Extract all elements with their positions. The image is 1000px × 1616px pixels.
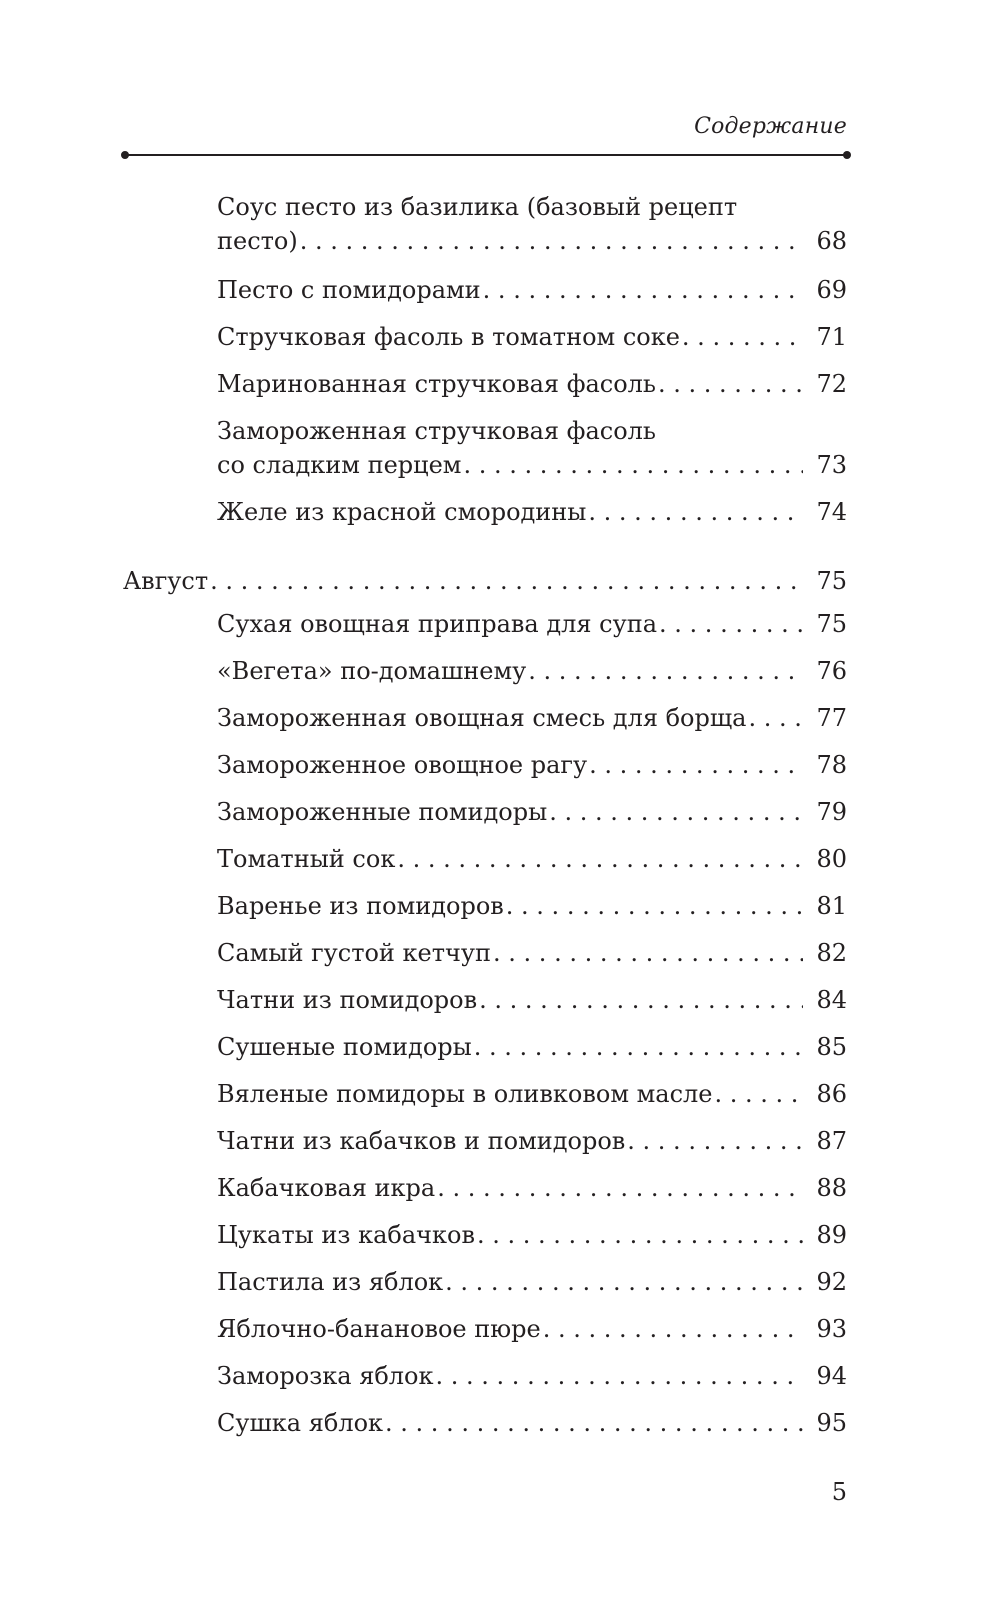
toc-page-number: 95 — [816, 1409, 847, 1437]
toc-page-number: 80 — [816, 845, 847, 873]
toc-page-number: 76 — [816, 657, 847, 685]
toc-entry[interactable] — [217, 1171, 847, 1205]
toc-entry[interactable] — [217, 414, 847, 482]
toc-entry-title: Песто с помидорами — [217, 276, 481, 304]
dot-leader — [589, 748, 803, 782]
toc-entry[interactable] — [217, 1218, 847, 1252]
toc-page-number: 94 — [816, 1362, 847, 1390]
dot-leader — [463, 448, 803, 482]
toc-entry-title-line1: Замороженная стручковая фасоль — [217, 417, 656, 445]
toc-entry-title: Цукаты из кабачков — [217, 1221, 475, 1249]
toc-entry[interactable] — [217, 1030, 847, 1064]
toc-entry[interactable] — [217, 190, 847, 258]
toc-entry-title: песто) — [217, 227, 298, 255]
toc-entry[interactable] — [217, 495, 847, 529]
toc-page-number: 86 — [816, 1080, 847, 1108]
dot-leader — [437, 1171, 803, 1205]
toc-entry-title: Сушеные помидоры — [217, 1033, 472, 1061]
toc-entry[interactable] — [217, 1124, 847, 1158]
toc-page-number: 75 — [816, 567, 847, 595]
toc-entry[interactable] — [217, 1265, 847, 1299]
dot-leader — [549, 795, 803, 829]
rule-end-dot-right — [843, 151, 851, 159]
toc-page-number: 77 — [816, 704, 847, 732]
dot-leader — [474, 1030, 803, 1064]
dot-leader — [483, 273, 803, 307]
dot-leader — [397, 842, 803, 876]
dot-leader — [445, 1265, 803, 1299]
toc-page-number: 92 — [816, 1268, 847, 1296]
toc-entry[interactable] — [217, 1077, 847, 1111]
dot-leader — [659, 607, 803, 641]
dot-leader — [210, 564, 803, 598]
toc-entry-title: Вяленые помидоры в оливковом масле — [217, 1080, 713, 1108]
toc-entry-title: Замороженная овощная смесь для борща — [217, 704, 747, 732]
toc-page-number: 71 — [816, 323, 847, 351]
rule-end-dot-left — [121, 151, 129, 159]
toc-entry[interactable] — [217, 842, 847, 876]
dot-leader — [543, 1312, 803, 1346]
toc-entry[interactable] — [217, 795, 847, 829]
toc-entry-title: Кабачковая икра — [217, 1174, 436, 1202]
toc-page-number: 85 — [816, 1033, 847, 1061]
toc-entry-title-line1: Соус песто из базилика (базовый рецепт — [217, 193, 738, 221]
dot-leader — [627, 1124, 803, 1158]
dot-leader — [493, 936, 803, 970]
toc-entry-title: «Вегета» по-домашнему — [217, 657, 527, 685]
toc-page-number: 72 — [816, 370, 847, 398]
toc-entry-title: Чатни из кабачков и помидоров — [217, 1127, 626, 1155]
toc-entry[interactable] — [217, 936, 847, 970]
toc-entry[interactable] — [217, 273, 847, 307]
toc-entry-title: Замороженное овощное рагу — [217, 751, 588, 779]
toc-entry[interactable] — [217, 367, 847, 401]
toc-entry-title: Стручковая фасоль в томатном соке — [217, 323, 680, 351]
toc-entry[interactable] — [217, 1312, 847, 1346]
toc-page-number: 79 — [816, 798, 847, 826]
toc-entry[interactable] — [217, 607, 847, 641]
toc-page-number: 75 — [816, 610, 847, 638]
toc-entry-title: Варенье из помидоров — [217, 892, 504, 920]
toc-page-number: 68 — [816, 227, 847, 255]
toc-entry-title: Томатный сок — [217, 845, 396, 873]
toc-page-number: 87 — [816, 1127, 847, 1155]
dot-leader — [479, 983, 803, 1017]
dot-leader — [748, 701, 803, 735]
dot-leader — [715, 1077, 803, 1111]
page-number-folio: 5 — [831, 1478, 847, 1506]
toc-entry[interactable] — [217, 701, 847, 735]
toc-entry-title: Самый густой кетчуп — [217, 939, 492, 967]
toc-entry-title: Замороженные помидоры — [217, 798, 548, 826]
toc-entry[interactable] — [217, 654, 847, 688]
toc-page-number: 74 — [816, 498, 847, 526]
dot-leader — [300, 224, 803, 258]
toc-page-number: 82 — [816, 939, 847, 967]
dot-leader — [682, 320, 803, 354]
toc-entry[interactable] — [217, 748, 847, 782]
toc-entry[interactable] — [217, 320, 847, 354]
toc-section-title: Август — [123, 567, 209, 595]
toc-section[interactable] — [123, 564, 847, 598]
header-rule — [125, 154, 847, 156]
dot-leader — [436, 1359, 803, 1393]
toc-entry[interactable] — [217, 983, 847, 1017]
toc-entry-title: Яблочно-банановое пюре — [217, 1315, 541, 1343]
toc-entry[interactable] — [217, 889, 847, 923]
dot-leader — [477, 1218, 803, 1252]
toc-page-number: 73 — [816, 451, 847, 479]
dot-leader — [588, 495, 803, 529]
running-header: Содержание — [694, 114, 847, 139]
toc-entry-title: Желе из красной смородины — [217, 498, 587, 526]
toc-page-number: 89 — [816, 1221, 847, 1249]
dot-leader — [528, 654, 803, 688]
toc-entry[interactable] — [217, 1406, 847, 1440]
dot-leader — [506, 889, 803, 923]
toc-page-number: 88 — [816, 1174, 847, 1202]
toc-entry-title: Сухая овощная приправа для супа — [217, 610, 658, 638]
toc-page-number: 84 — [816, 986, 847, 1014]
toc-page-number: 93 — [816, 1315, 847, 1343]
toc-entry-title: Сушка яблок — [217, 1409, 384, 1437]
toc-entry-title: Заморозка яблок — [217, 1362, 434, 1390]
toc-page-number: 69 — [816, 276, 847, 304]
toc-entry[interactable] — [217, 1359, 847, 1393]
toc-entry-title: Маринованная стручковая фасоль — [217, 370, 656, 398]
toc-page-number: 78 — [816, 751, 847, 779]
toc-entry-title: Пастила из яблок — [217, 1268, 444, 1296]
toc-entry-title: Чатни из помидоров — [217, 986, 478, 1014]
toc-entry-title: со сладким перцем — [217, 451, 462, 479]
toc-page-number: 81 — [816, 892, 847, 920]
dot-leader — [658, 367, 803, 401]
dot-leader — [385, 1406, 803, 1440]
